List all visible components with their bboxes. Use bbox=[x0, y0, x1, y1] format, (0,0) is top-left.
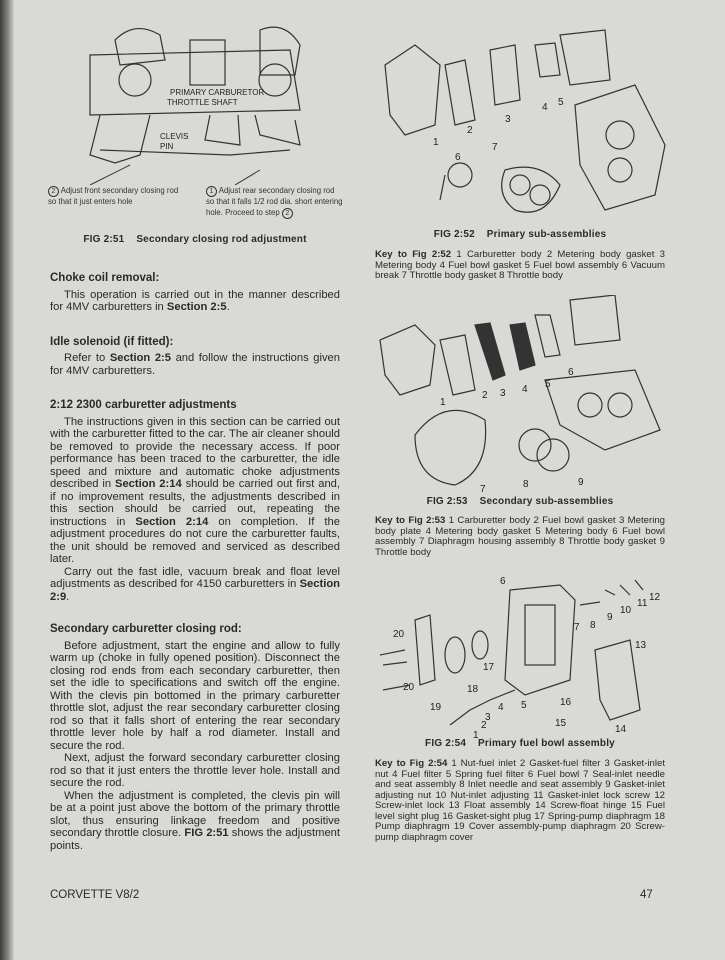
fig-2-53-illustration bbox=[375, 295, 670, 495]
fig-2-51-illustration bbox=[60, 15, 320, 185]
callout: 11 bbox=[637, 598, 648, 609]
callout: 7 bbox=[480, 484, 486, 495]
fig-2-51-caption: FIG 2:51 Secondary closing rod adjustment bbox=[83, 234, 307, 245]
heading-secondary-closing-rod: Secondary carburetter closing rod: bbox=[50, 623, 242, 635]
callout: 16 bbox=[560, 697, 572, 708]
callout: 5 bbox=[558, 97, 564, 108]
idle-paragraph: Refer to Section 2:5 and follow the instructions given for 4MV carburetters. bbox=[50, 352, 341, 377]
callout: 2 bbox=[482, 390, 488, 401]
footer-book-title: CORVETTE V8/2 bbox=[50, 889, 140, 901]
callout: 6 bbox=[568, 367, 574, 378]
callout: 14 bbox=[615, 724, 627, 735]
fig-2-53-caption: FIG 2:53 Secondary sub-assemblies bbox=[426, 496, 614, 507]
callout: 4 bbox=[498, 702, 504, 713]
fig-2-52-caption: FIG 2:52 Primary sub-assemblies bbox=[433, 229, 607, 240]
callout: 5 bbox=[521, 700, 527, 711]
callout: 8 bbox=[523, 479, 529, 490]
fig-label-pin: PIN bbox=[160, 142, 174, 151]
callout: 9 bbox=[578, 477, 584, 488]
heading-idle-solenoid: Idle solenoid (if fitted): bbox=[50, 335, 174, 348]
fig-2-51-note-1: 1 Adjust rear secondary closing rod so that it falls 1/2 rod dia. short entering hole. Proceed to step 2 bbox=[206, 186, 343, 217]
fig-2-52-illustration bbox=[375, 25, 670, 225]
callout: 8 bbox=[590, 620, 596, 631]
step-2-circle: 2 bbox=[48, 186, 59, 197]
callout: 1 bbox=[473, 730, 479, 740]
callout: 17 bbox=[483, 662, 495, 673]
book-binding-shadow bbox=[0, 0, 14, 960]
left-column bbox=[50, 272, 340, 852]
callout: 4 bbox=[542, 102, 548, 113]
callout: 4 bbox=[522, 384, 528, 395]
s212-paragraph-1: The instructions given in this section can be carried out with the carburetter fitted to the car. The air cleaner should be removed to provide the necessary access. If poor performance has been traced to the carburetter, the idle speed and mixture and automatic choke adjustments described in Section 2:14 should be carried out first and, if no improvement results, the adjustments described in this section should be carried out, repeating the instructions in Section 2:14 on completion. If the adjustment procedures do not cure the carburetter faults, the unit should be removed and serviced as described later. bbox=[50, 415, 340, 565]
callout: 15 bbox=[555, 718, 567, 729]
fig-2-51-note-2: 2 Adjust front secondary closing rod so that it just enters hole bbox=[48, 186, 179, 206]
fig-2-53-callouts bbox=[440, 367, 584, 495]
fig-2-54-caption: FIG 2:54 Primary fuel bowl assembly bbox=[425, 738, 615, 749]
callout: 2 bbox=[467, 125, 473, 136]
callout: 5 bbox=[545, 379, 551, 390]
callout: 3 bbox=[505, 114, 511, 125]
callout: 9 bbox=[607, 612, 613, 623]
secondary-paragraph-1: Before adjustment, start the engine and allow to fully warm up (choke in fully opened position). Disconnect the closing rod ends from each secondary carburetter, then set the idle to specifications and switch off the engine. With the clevis pin bottomed in the primary carburetter throttle slot, adjust the rear secondary carburetter closing rod so that it falls short of entering the rear secondary throttle lever hole by half a rod diameter. Install and secure the rod. bbox=[50, 639, 340, 752]
callout: 6 bbox=[500, 576, 506, 587]
step-1-circle: 1 bbox=[206, 186, 217, 197]
callout: 2 bbox=[481, 720, 487, 731]
fig-2-52-callouts bbox=[433, 97, 564, 163]
fig-2-54-key: Key to Fig 2:54 1 Nut-fuel inlet 2 Gasket-fuel filter 3 Gasket-inlet nut 4 Fuel filter 5 Spring fuel filter 6 Fuel bowl 7 Seal-inlet needle and seat assembly 8 Inlet needle and seat assembly 9 Gasket-inlet adjusting nut 10 Nut-inlet adjusting 11 Gasket-inlet lock screw 12 Screw-inlet lock 13 Float assembly 14 Screw-float hinge 15 Fuel level sight plug 16 Gasket-sight plug 17 Spring-pump diaphragm 18 Pump diaphragm 19 Cover assembly-pump diaphragm 20 Screw-pump diaphragm cover bbox=[375, 758, 665, 843]
secondary-paragraph-3: When the adjustment is completed, the clevis pin will be at a point just above the bottom of the primary throttle slot, thus ensuring linkage freedom and positive secondary throttle closure. FIG 2:51 shows the adjustment points. bbox=[50, 789, 340, 852]
heading-choke-coil-removal: Choke coil removal: bbox=[50, 272, 160, 284]
callout: 7 bbox=[574, 622, 580, 633]
page-number: 47 bbox=[640, 889, 653, 901]
secondary-paragraph-2: Next, adjust the forward secondary carburetter closing rod so that it just enters the throttle lever hole. Install and secure the rod. bbox=[50, 752, 340, 789]
fig-2-54-illustration bbox=[375, 570, 670, 740]
callout: 19 bbox=[430, 702, 442, 713]
callout: 6 bbox=[455, 152, 461, 163]
callout: 18 bbox=[467, 684, 479, 695]
callout: 20 bbox=[403, 682, 415, 693]
step-2-circle: 2 bbox=[282, 208, 293, 219]
callout: 13 bbox=[635, 640, 647, 651]
callout: 12 bbox=[649, 592, 661, 603]
callout: 1 bbox=[440, 397, 446, 408]
callout: 7 bbox=[492, 142, 498, 153]
heading-2-12: 2:12 2300 carburetter adjustments bbox=[50, 399, 237, 411]
fig-label-primary-carburetor: PRIMARY CARBURETOR bbox=[170, 88, 265, 97]
s212-paragraph-2: Carry out the fast idle, vacuum break and float level adjustments as described for 4150 carburetters in Section 2:9. bbox=[50, 565, 340, 603]
callout: 20 bbox=[393, 629, 405, 640]
fig-2-53-key: Key to Fig 2:53 1 Carburetter body 2 Fuel bowl gasket 3 Metering body plate 4 Metering body gasket 5 Metering body 6 Fuel bowl assembly 7 Diaphragm housing assembly 8 Throttle body gasket 9 Throttle body bbox=[375, 515, 665, 558]
fig-label-throttle-shaft: THROTTLE SHAFT bbox=[167, 98, 238, 107]
callout: 1 bbox=[433, 137, 439, 148]
fig-label-clevis: CLEVIS bbox=[160, 132, 189, 141]
fig-2-52-key: Key to Fig 2:52 1 Carburetter body 2 Metering body gasket 3 Metering body 4 Fuel bowl gasket 5 Fuel bowl assembly 6 Vacuum break 7 Throttle body gasket 8 Throttle body bbox=[375, 249, 665, 281]
callout: 3 bbox=[485, 712, 491, 723]
choke-paragraph: This operation is carried out in the manner described for 4MV carburetters in Section 2:5. bbox=[50, 288, 340, 313]
callout: 3 bbox=[500, 388, 506, 399]
callout: 10 bbox=[620, 605, 632, 616]
